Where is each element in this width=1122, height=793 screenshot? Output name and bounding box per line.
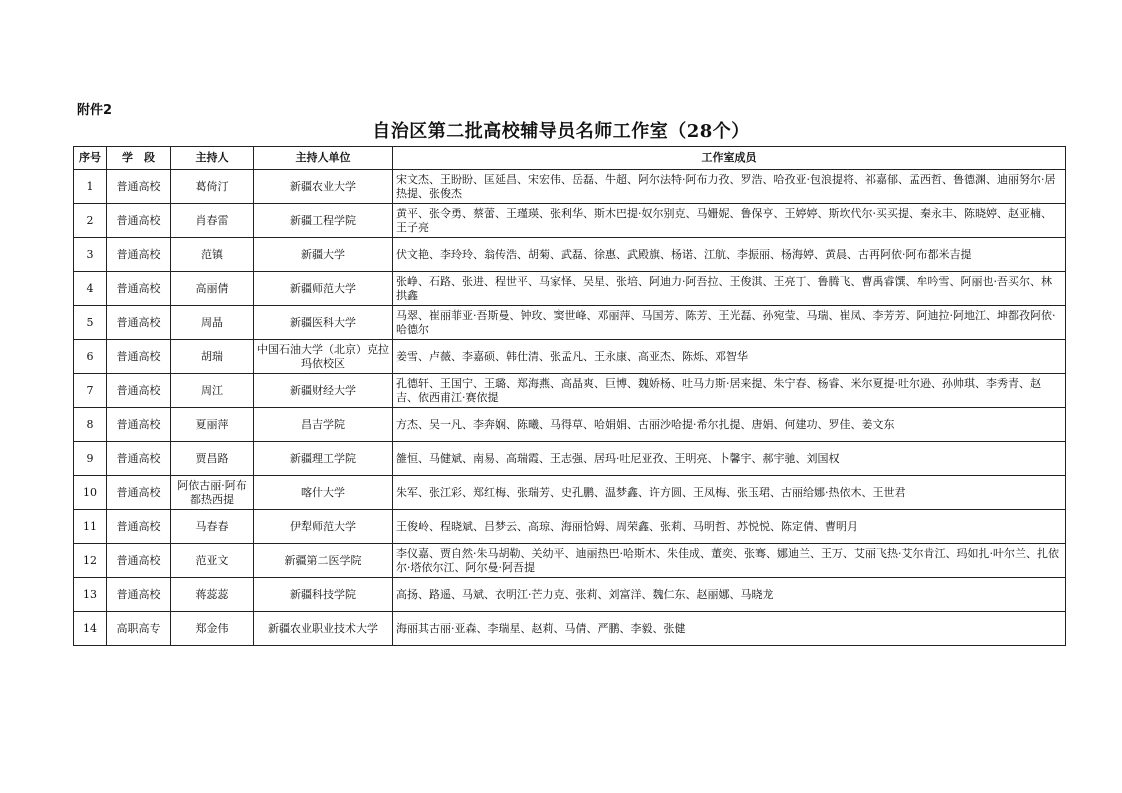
- cell-unit: 新疆大学: [254, 238, 393, 272]
- cell-no: 14: [74, 612, 107, 646]
- table-row: [74, 544, 1066, 578]
- cell-stage: 普通高校: [107, 544, 171, 578]
- header-stage: 学 段: [107, 147, 171, 170]
- table-row: [74, 340, 1066, 374]
- cell-members: 李仪嘉、贾自然·朱马胡勒、关幼平、迪丽热巴·哈斯木、朱佳成、董奕、张骞、娜迪兰、王万、艾丽飞热·艾尔肯江、玛如扎·叶尔兰、扎依尔·塔依尔江、阿尔曼·阿吾提: [393, 544, 1066, 578]
- header-no: 序号: [74, 147, 107, 170]
- cell-stage: 普通高校: [107, 510, 171, 544]
- cell-no: 10: [74, 476, 107, 510]
- header-host: 主持人: [171, 147, 254, 170]
- header-members: 工作室成员: [393, 147, 1066, 170]
- cell-no: 6: [74, 340, 107, 374]
- cell-stage: 普通高校: [107, 408, 171, 442]
- table-row: [74, 612, 1066, 646]
- table-row: [74, 510, 1066, 544]
- cell-no: 1: [74, 170, 107, 204]
- table-row: [74, 408, 1066, 442]
- cell-stage: 高职高专: [107, 612, 171, 646]
- cell-no: 2: [74, 204, 107, 238]
- cell-host: 肖春雷: [171, 204, 254, 238]
- cell-members: 雒恒、马健斌、南易、高瑞霞、王志强、居玛·吐尼亚孜、王明亮、卜馨宇、郝宇驰、刘国权: [393, 442, 1066, 476]
- cell-no: 8: [74, 408, 107, 442]
- cell-stage: 普通高校: [107, 442, 171, 476]
- cell-unit: 伊犁师范大学: [254, 510, 393, 544]
- cell-no: 9: [74, 442, 107, 476]
- table-row: [74, 306, 1066, 340]
- cell-unit: 新疆理工学院: [254, 442, 393, 476]
- cell-members: 朱军、张江彩、郑红梅、张瑞芳、史孔鹏、温梦鑫、许方圆、王凤梅、张玉珺、古丽给娜·热依木、王世君: [393, 476, 1066, 510]
- cell-no: 7: [74, 374, 107, 408]
- table-row: [74, 374, 1066, 408]
- cell-members: 方杰、吴一凡、李奔娴、陈曦、马得草、哈娟娟、古丽沙哈提·希尔扎提、唐娟、何建功、罗佳、姜文东: [393, 408, 1066, 442]
- cell-host: 马春春: [171, 510, 254, 544]
- header-unit: 主持人单位: [254, 147, 393, 170]
- cell-unit: 喀什大学: [254, 476, 393, 510]
- cell-stage: 普通高校: [107, 374, 171, 408]
- cell-members: 王俊岭、程晓斌、吕梦云、高琼、海丽恰姆、周荣鑫、张莉、马明哲、苏悦悦、陈定倩、曹明月: [393, 510, 1066, 544]
- cell-stage: 普通高校: [107, 170, 171, 204]
- table-body: [74, 170, 1066, 646]
- cell-unit: 昌吉学院: [254, 408, 393, 442]
- cell-host: 贾昌路: [171, 442, 254, 476]
- cell-no: 12: [74, 544, 107, 578]
- cell-members: 马翠、崔丽菲亚·吾斯曼、钟玫、窦世峰、邓丽萍、马国芳、陈芳、王光磊、孙宛莹、马瑞、崔凤、李芳芳、阿迪拉·阿地江、坤都孜阿依·哈德尔: [393, 306, 1066, 340]
- cell-host: 周晶: [171, 306, 254, 340]
- table-header-row: [74, 147, 1066, 170]
- cell-members: 姜雪、卢薇、李嘉硕、韩仕清、张孟凡、王永康、高亚杰、陈烁、邓智华: [393, 340, 1066, 374]
- cell-no: 11: [74, 510, 107, 544]
- cell-members: 孔德轩、王国宁、王璐、郑海燕、高晶爽、巨博、魏娇杨、吐马力斯·居来提、朱宁春、杨睿、米尔夏提·吐尔逊、孙帅琪、李秀青、赵吉、依西甫江·赛依提: [393, 374, 1066, 408]
- cell-members: 黄平、张令勇、蔡蕾、王瑾瑛、张利华、斯木巴提·奴尔别克、马姗妮、鲁保亨、王婷婷、斯坎代尔·买买提、秦永丰、陈晓婷、赵亚楠、王子亮: [393, 204, 1066, 238]
- table-row: [74, 170, 1066, 204]
- table-row: [74, 476, 1066, 510]
- table-row: [74, 442, 1066, 476]
- attachment-label: 附件2: [77, 103, 113, 118]
- cell-members: 张峥、石路、张进、程世平、马家怿、吴星、张培、阿迪力·阿吾拉、王俊淇、王亮丁、鲁腾飞、曹禹睿馔、牟吟雪、阿丽也·吾买尔、林拱鑫: [393, 272, 1066, 306]
- cell-host: 阿依古丽·阿布都热西提: [171, 476, 254, 510]
- cell-host: 范亚文: [171, 544, 254, 578]
- cell-unit: 新疆工程学院: [254, 204, 393, 238]
- cell-members: 伏文艳、李玲玲、翁传浩、胡菊、武磊、徐惠、武殿旗、杨诺、江航、李振丽、杨海婷、黄晨、古再阿依·阿布都米吉提: [393, 238, 1066, 272]
- cell-stage: 普通高校: [107, 476, 171, 510]
- table-row: [74, 578, 1066, 612]
- cell-host: 周江: [171, 374, 254, 408]
- cell-unit: 新疆科技学院: [254, 578, 393, 612]
- cell-host: 葛倚汀: [171, 170, 254, 204]
- cell-host: 范镇: [171, 238, 254, 272]
- cell-no: 13: [74, 578, 107, 612]
- cell-unit: 新疆师范大学: [254, 272, 393, 306]
- cell-no: 5: [74, 306, 107, 340]
- table-row: [74, 238, 1066, 272]
- cell-stage: 普通高校: [107, 238, 171, 272]
- cell-stage: 普通高校: [107, 272, 171, 306]
- cell-stage: 普通高校: [107, 204, 171, 238]
- cell-no: 4: [74, 272, 107, 306]
- cell-stage: 普通高校: [107, 578, 171, 612]
- cell-host: 胡瑞: [171, 340, 254, 374]
- table-row: [74, 272, 1066, 306]
- cell-unit: 新疆第二医学院: [254, 544, 393, 578]
- cell-unit: 新疆医科大学: [254, 306, 393, 340]
- cell-members: 海丽其古丽·亚森、李瑞星、赵莉、马倩、严鹏、李毅、张健: [393, 612, 1066, 646]
- page-title: 自治区第二批高校辅导员名师工作室（28个）: [372, 121, 750, 142]
- cell-unit: 中国石油大学（北京）克拉玛依校区: [254, 340, 393, 374]
- cell-unit: 新疆财经大学: [254, 374, 393, 408]
- cell-stage: 普通高校: [107, 340, 171, 374]
- cell-host: 高丽倩: [171, 272, 254, 306]
- cell-host: 郑金伟: [171, 612, 254, 646]
- studio-table: [73, 146, 1066, 646]
- table-row: [74, 204, 1066, 238]
- cell-stage: 普通高校: [107, 306, 171, 340]
- cell-host: 蒋蕊蕊: [171, 578, 254, 612]
- cell-no: 3: [74, 238, 107, 272]
- cell-host: 夏丽萍: [171, 408, 254, 442]
- cell-unit: 新疆农业职业技术大学: [254, 612, 393, 646]
- cell-members: 高扬、路遥、马斌、衣明江·芒力克、张莉、刘富洋、魏仁东、赵丽娜、马晓龙: [393, 578, 1066, 612]
- cell-members: 宋文杰、王盼盼、匡延昌、宋宏伟、岳磊、牛超、阿尔法特·阿布力孜、罗浩、哈孜亚·包浪提将、祁嘉郁、孟西哲、鲁德渊、迪丽努尔·居热提、张俊杰: [393, 170, 1066, 204]
- cell-unit: 新疆农业大学: [254, 170, 393, 204]
